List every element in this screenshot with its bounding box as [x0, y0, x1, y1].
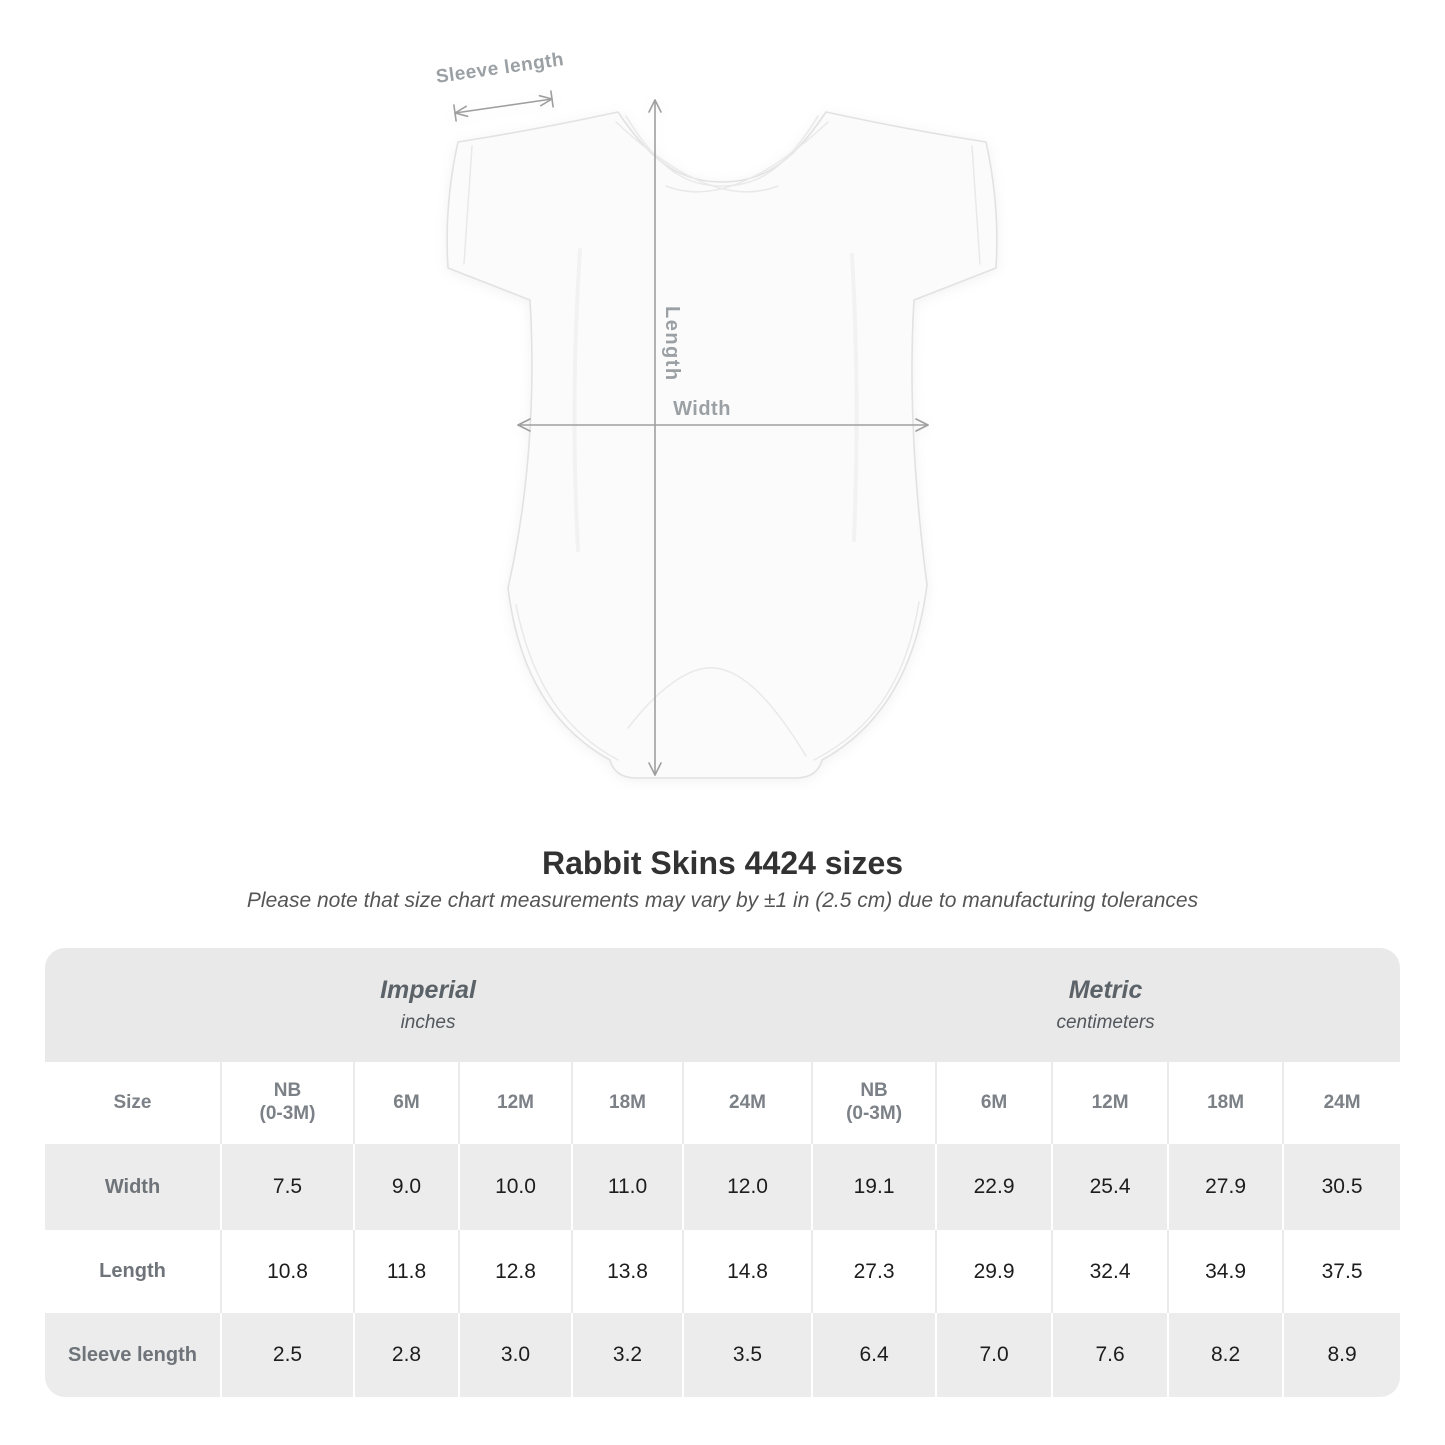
size-column-header: Size: [45, 1062, 220, 1144]
value-cell: 30.5: [1282, 1144, 1400, 1230]
value-cell: 11.0: [571, 1144, 682, 1230]
column-header-row: [45, 1062, 1400, 1144]
width-label: Width: [673, 398, 731, 420]
value-cell: 8.2: [1167, 1313, 1282, 1397]
column-header: 18M: [1167, 1062, 1282, 1144]
value-cell: 2.5: [220, 1313, 353, 1397]
value-cell: 12.8: [458, 1230, 571, 1313]
value-cell: 10.0: [458, 1144, 571, 1230]
row-label: Width: [45, 1144, 220, 1230]
value-cell: 34.9: [1167, 1230, 1282, 1313]
imperial-label: Imperial: [380, 976, 476, 1004]
value-cell: 11.8: [353, 1230, 458, 1313]
value-cell: 32.4: [1051, 1230, 1167, 1313]
imperial-unit: inches: [400, 1012, 456, 1033]
column-header: 6M: [353, 1062, 458, 1144]
value-cell: 19.1: [811, 1144, 935, 1230]
value-cell: 37.5: [1282, 1230, 1400, 1313]
sleeve-length-label: Sleeve length: [434, 49, 566, 88]
value-cell: 2.8: [353, 1313, 458, 1397]
column-header: NB (0-3M): [220, 1062, 353, 1144]
size-table: [45, 948, 1400, 1397]
column-header: 24M: [1282, 1062, 1400, 1144]
value-cell: 29.9: [935, 1230, 1051, 1313]
bodysuit-outline: [447, 112, 997, 778]
table-row-length: [45, 1230, 1400, 1313]
column-header: 12M: [1051, 1062, 1167, 1144]
column-header: NB (0-3M): [811, 1062, 935, 1144]
length-label: Length: [661, 306, 683, 382]
row-label: Length: [45, 1230, 220, 1313]
value-cell: 3.2: [571, 1313, 682, 1397]
value-cell: 7.0: [935, 1313, 1051, 1397]
value-cell: 9.0: [353, 1144, 458, 1230]
value-cell: 22.9: [935, 1144, 1051, 1230]
row-label: Sleeve length: [45, 1313, 220, 1397]
value-cell: 7.6: [1051, 1313, 1167, 1397]
imperial-section-header: [45, 948, 811, 1062]
column-header: 12M: [458, 1062, 571, 1144]
column-header: 6M: [935, 1062, 1051, 1144]
page-subtitle: Please note that size chart measurements may vary by ±1 in (2.5 cm) due to manufacturing tolerances: [246, 889, 1199, 912]
value-cell: 13.8: [571, 1230, 682, 1313]
page-title: Rabbit Skins 4424 sizes: [541, 845, 904, 881]
value-cell: 3.5: [682, 1313, 811, 1397]
value-cell: 8.9: [1282, 1313, 1400, 1397]
value-cell: 25.4: [1051, 1144, 1167, 1230]
value-cell: 12.0: [682, 1144, 811, 1230]
value-cell: 10.8: [220, 1230, 353, 1313]
value-cell: 7.5: [220, 1144, 353, 1230]
value-cell: 27.9: [1167, 1144, 1282, 1230]
bodysuit-image: [420, 60, 1040, 820]
table-row-sleeve-length: [45, 1313, 1400, 1397]
column-header: 18M: [571, 1062, 682, 1144]
bodysuit-diagram: [420, 60, 1040, 820]
metric-section-header: [811, 948, 1400, 1062]
value-cell: 6.4: [811, 1313, 935, 1397]
column-header: 24M: [682, 1062, 811, 1144]
value-cell: 14.8: [682, 1230, 811, 1313]
metric-unit: centimeters: [1056, 1012, 1155, 1033]
unit-band-row: [45, 948, 1400, 1062]
value-cell: 27.3: [811, 1230, 935, 1313]
sleeve-length-arrow: [455, 99, 552, 113]
metric-label: Metric: [1068, 976, 1143, 1004]
table-row-width: [45, 1144, 1400, 1230]
value-cell: 3.0: [458, 1313, 571, 1397]
